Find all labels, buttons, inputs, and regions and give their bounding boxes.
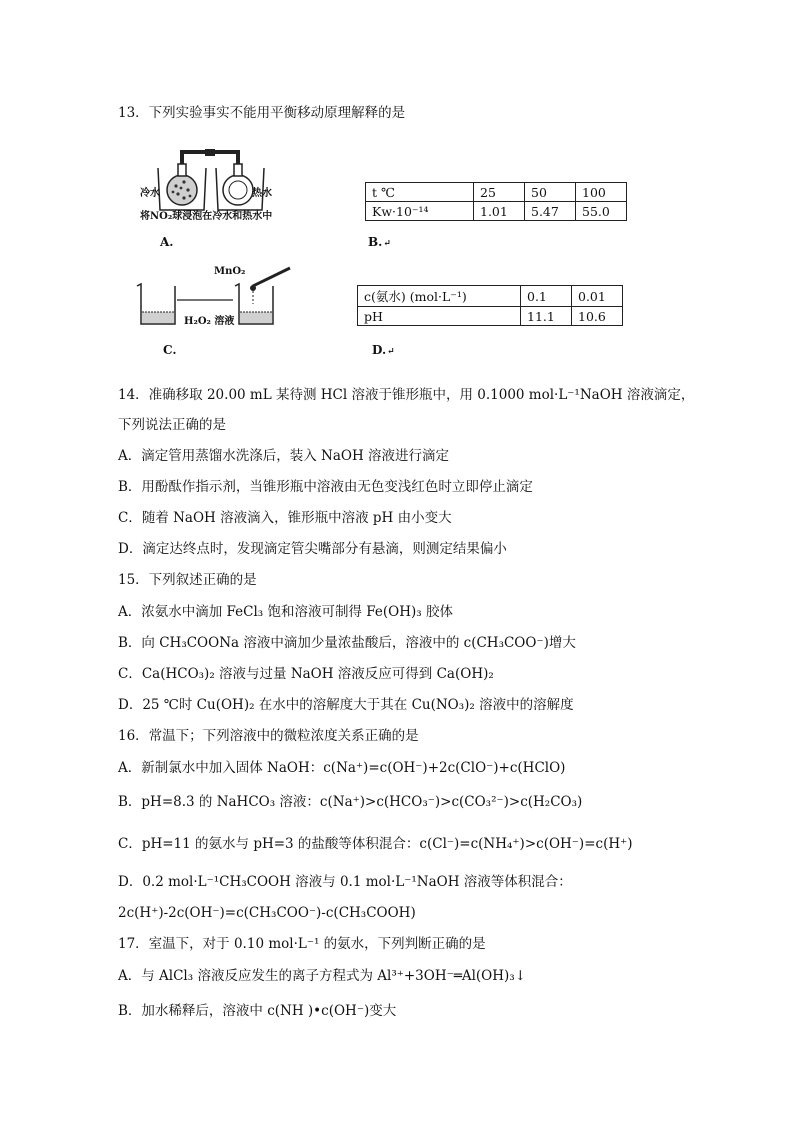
table-cell: 11.1	[521, 307, 572, 326]
q17-stem: 17．室温下，对于 0.10 mol·L⁻¹ 的氨水，下列判断正确的是	[118, 936, 486, 952]
return-mark: ↵	[383, 239, 391, 249]
table-row	[366, 202, 627, 221]
ammonia-ph-table	[357, 285, 623, 326]
table-cell: 50	[525, 183, 576, 202]
q15-option-a: A．浓氨水中滴加 FeCl₃ 饱和溶液可制得 Fe(OH)₃ 胶体	[118, 604, 453, 620]
q16-option-c: C．pH=11 的氨水与 pH=3 的盐酸等体积混合：c(Cl⁻)=c(NH₄⁺)>c(OH⁻)=c(H⁺)	[118, 836, 633, 852]
option-d-letter-text: D.	[372, 343, 387, 357]
q15-option-d: D．25 ℃时 Cu(OH)₂ 在水中的溶解度大于其在 Cu(NO₃)₂ 溶液中的溶解度	[118, 697, 574, 713]
table-cell: 1.01	[474, 202, 525, 221]
q14-option-b: B．用酚酞作指示剂，当锥形瓶中溶液由无色变浅红色时立即停止滴定	[118, 479, 533, 495]
q16-option-a: A．新制氯水中加入固体 NaOH：c(Na⁺)=c(OH⁻)+2c(ClO⁻)+c(HClO)	[118, 760, 566, 776]
table-cell: 0.1	[521, 286, 572, 307]
q17-option-a: A．与 AlCl₃ 溶液反应发生的离子方程式为 Al³⁺+3OH⁻═Al(OH)₃↓	[118, 968, 527, 984]
option-d-letter	[372, 343, 395, 357]
q14-stem-line2: 下列说法正确的是	[118, 417, 226, 433]
q16-stem: 16．常温下；下列溶液中的微粒浓度关系正确的是	[118, 728, 419, 744]
table-cell: 10.6	[572, 307, 623, 326]
q14-option-a: A．滴定管用蒸馏水洗涤后，装入 NaOH 溶液进行滴定	[118, 448, 450, 464]
return-mark: ↵	[387, 347, 395, 357]
option-a-letter: A.	[160, 235, 174, 249]
figure-a-no2-flasks	[140, 148, 300, 238]
q16-option-b: B．pH=8.3 的 NaHCO₃ 溶液：c(Na⁺)>c(HCO₃⁻)>c(CO₃²⁻)>c(H₂CO₃)	[118, 794, 583, 810]
hot-water-label: 热水	[252, 188, 272, 199]
table-cell: 55.0	[576, 202, 627, 221]
mno2-label: MnO₂	[214, 266, 246, 277]
table-cell: 5.47	[525, 202, 576, 221]
table-row	[358, 307, 623, 326]
table-row	[358, 286, 623, 307]
q17-option-b: B．加水稀释后，溶液中 c(NH )•c(OH⁻)变大	[118, 1003, 397, 1019]
q14-stem-line1: 14．准确移取 20.00 mL 某待测 HCl 溶液于锥形瓶中，用 0.1000 mol·L⁻¹NaOH 溶液滴定，	[118, 387, 695, 403]
q16-option-d-line2: 2c(H⁺)-2c(OH⁻)=c(CH₃COO⁻)-c(CH₃COOH)	[118, 905, 416, 921]
q14-option-c: C．随着 NaOH 溶液滴入，锥形瓶中溶液 pH 由小变大	[118, 510, 452, 526]
table-cell: Kw·10⁻¹⁴	[366, 202, 474, 221]
table-cell: 25	[474, 183, 525, 202]
q16-option-d-line1: D．0.2 mol·L⁻¹CH₃COOH 溶液与 0.1 mol·L⁻¹NaOH 溶液等体积混合：	[118, 874, 572, 890]
figure-a-caption: 将NO₂球浸泡在冷水和热水中	[140, 211, 273, 222]
q13-stem: 13．下列实验事实不能用平衡移动原理解释的是	[118, 105, 406, 121]
q15-option-c: C．Ca(HCO₃)₂ 溶液与过量 NaOH 溶液反应可得到 Ca(OH)₂	[118, 666, 494, 682]
table-cell: pH	[358, 307, 521, 326]
q15-stem: 15．下列叙述正确的是	[118, 572, 257, 588]
kw-table	[365, 182, 627, 221]
q14-option-d: D．滴定达终点时，发现滴定管尖嘴部分有悬滴，则测定结果偏小	[118, 541, 507, 557]
h2o2-solution-label: H₂O₂ 溶液	[184, 316, 235, 327]
option-b-letter-text: B.	[368, 235, 383, 249]
table-cell: 0.01	[572, 286, 623, 307]
cold-water-label: 冷水	[140, 188, 160, 199]
q15-option-b: B．向 CH₃COONa 溶液中滴加少量浓盐酸后，溶液中的 c(CH₃COO⁻)增大	[118, 635, 576, 651]
table-row	[366, 183, 627, 202]
table-cell: c(氨水) (mol·L⁻¹)	[358, 286, 521, 307]
table-cell: t ℃	[366, 183, 474, 202]
table-cell: 100	[576, 183, 627, 202]
option-c-letter: C.	[163, 343, 177, 357]
option-b-letter	[368, 235, 391, 249]
